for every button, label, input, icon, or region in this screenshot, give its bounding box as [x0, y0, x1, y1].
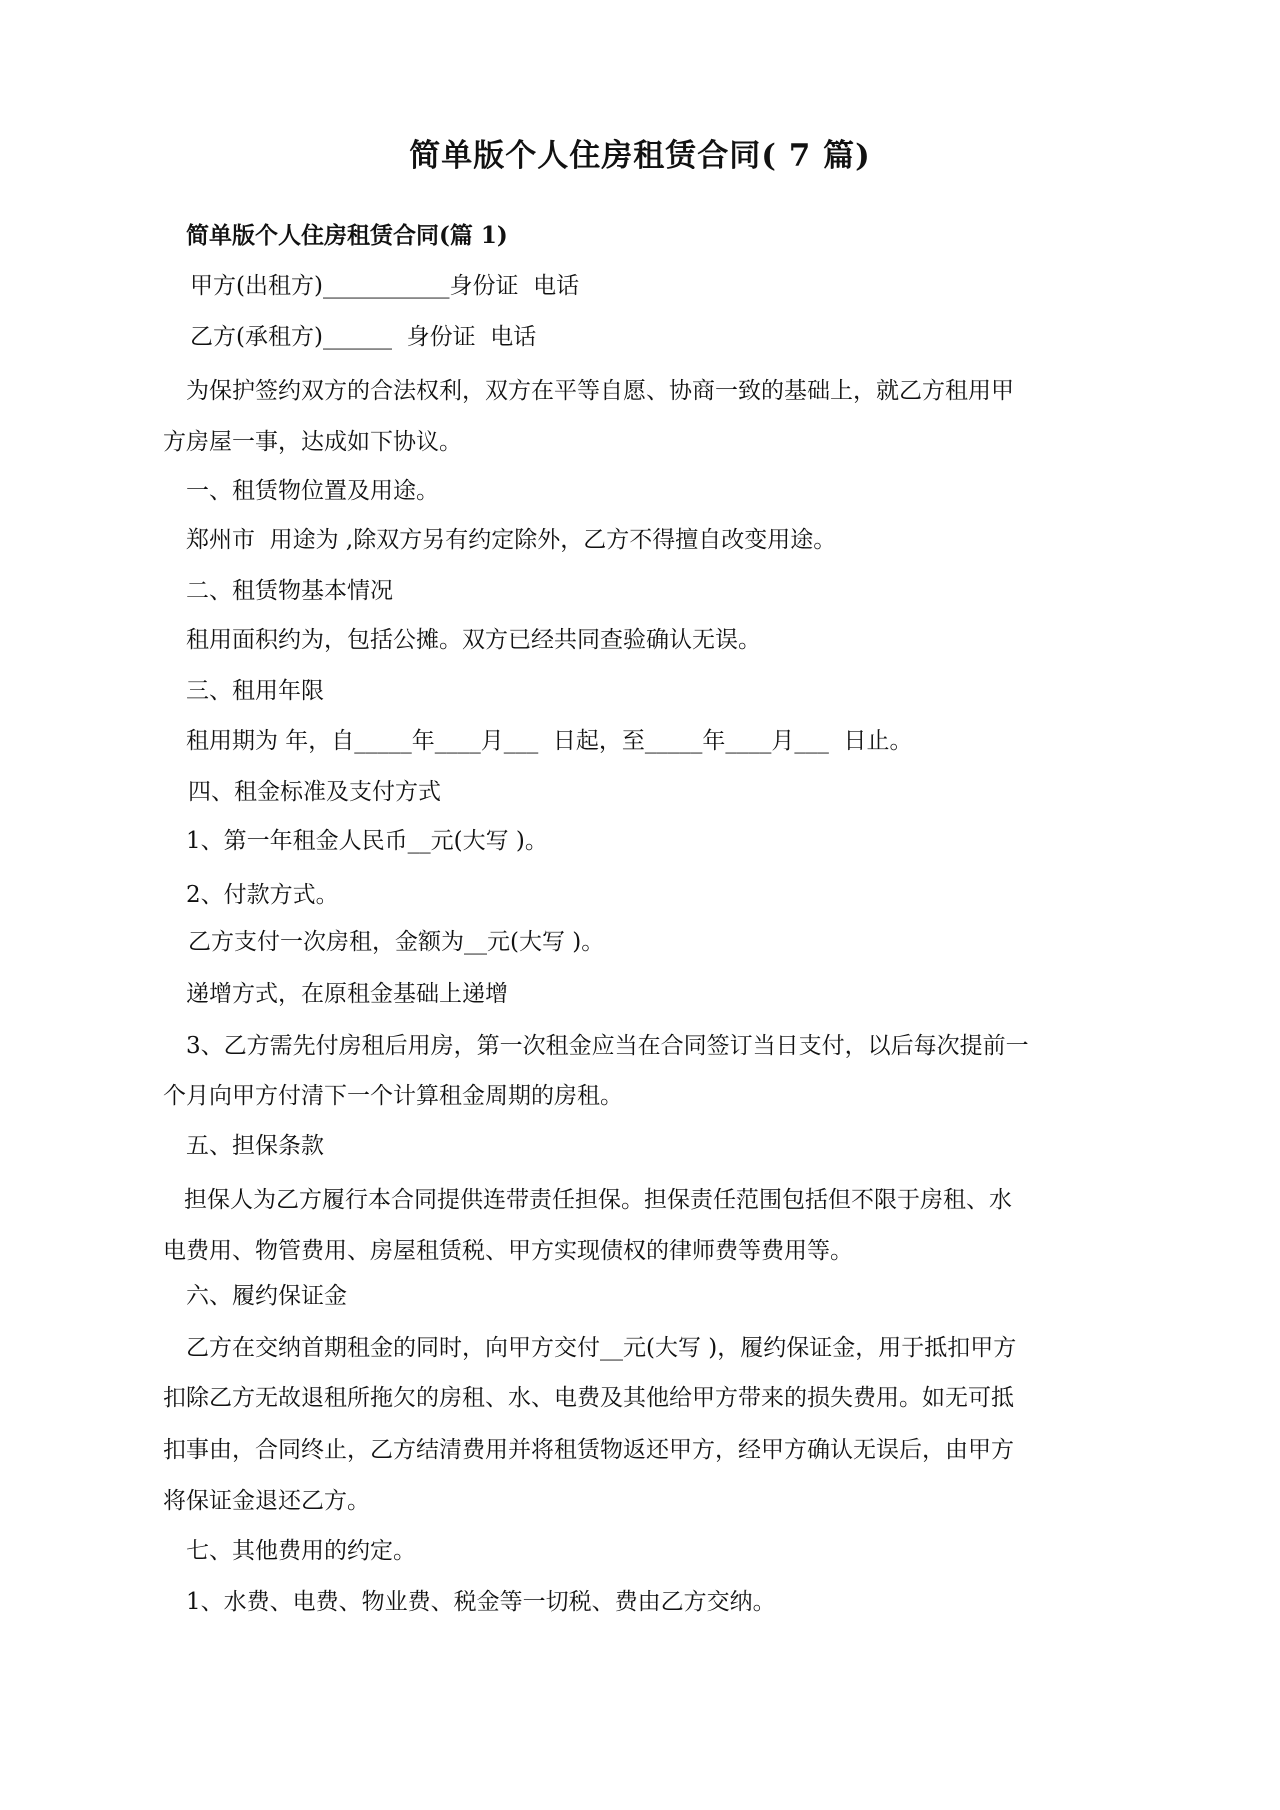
clause-heading: 七、其他费用的约定。 [186, 1538, 416, 1564]
paragraph-line: 个月向甲方付清下一个计算租金周期的房租。 [163, 1083, 623, 1109]
clause-heading: 四、租金标准及支付方式 [188, 779, 441, 805]
paragraph-line: 乙方在交纳首期租金的同时，向甲方交付__元(大写 )，履约保证金，用于抵扣甲方 [186, 1335, 1017, 1361]
paragraph-line: 郑州市 用途为 ,除双方另有约定除外，乙方不得擅自改变用途。 [186, 527, 837, 553]
paragraph-line: 担保人为乙方履行本合同提供连带责任担保。担保责任范围包括但不限于房租、水 [184, 1187, 1012, 1213]
document-title: 简单版个人住房租赁合同( 7 篇) [409, 138, 871, 174]
paragraph-line: 方房屋一事，达成如下协议。 [163, 429, 462, 455]
section-heading: 简单版个人住房租赁合同(篇 1) [186, 222, 508, 249]
paragraph-line: 递增方式，在原租金基础上递增 [186, 981, 508, 1007]
paragraph-line: 3、乙方需先付房租后用房，第一次租金应当在合同签订当日支付，以后每次提前一 [186, 1033, 1029, 1059]
paragraph-line: 扣事由，合同终止，乙方结清费用并将租赁物返还甲方，经甲方确认无误后，由甲方 [163, 1437, 1014, 1463]
clause-heading: 六、履约保证金 [186, 1283, 347, 1309]
clause-heading: 二、租赁物基本情况 [186, 578, 393, 604]
clause-heading: 五、担保条款 [186, 1133, 324, 1159]
clause-heading: 三、租用年限 [186, 678, 324, 704]
clause-heading: 一、租赁物位置及用途。 [186, 478, 439, 504]
party-a-line: 甲方(出租方)___________身份证 电话 [190, 273, 580, 299]
paragraph-line: 2、付款方式。 [186, 882, 339, 908]
paragraph-line: 1、第一年租金人民币__元(大写 )。 [186, 828, 548, 854]
paragraph-line: 电费用、物管费用、房屋租赁税、甲方实现债权的律师费等费用等。 [163, 1238, 853, 1264]
paragraph-line: 1、水费、电费、物业费、税金等一切税、费由乙方交纳。 [186, 1589, 776, 1615]
paragraph-line: 为保护签约双方的合法权利，双方在平等自愿、协商一致的基础上，就乙方租用甲 [186, 378, 1014, 404]
paragraph-line: 扣除乙方无故退租所拖欠的房租、水、电费及其他给甲方带来的损失费用。如无可抵 [163, 1385, 1014, 1411]
party-b-line: 乙方(承租方)______ 身份证 电话 [190, 324, 537, 350]
paragraph-line: 租用期为 年，自_____年____月___ 日起，至_____年____月___ 日止。 [186, 728, 913, 754]
paragraph-line: 租用面积约为，包括公摊。双方已经共同查验确认无误。 [186, 627, 761, 653]
paragraph-line: 乙方支付一次房租，金额为__元(大写 )。 [188, 929, 605, 955]
paragraph-line: 将保证金退还乙方。 [163, 1488, 370, 1514]
